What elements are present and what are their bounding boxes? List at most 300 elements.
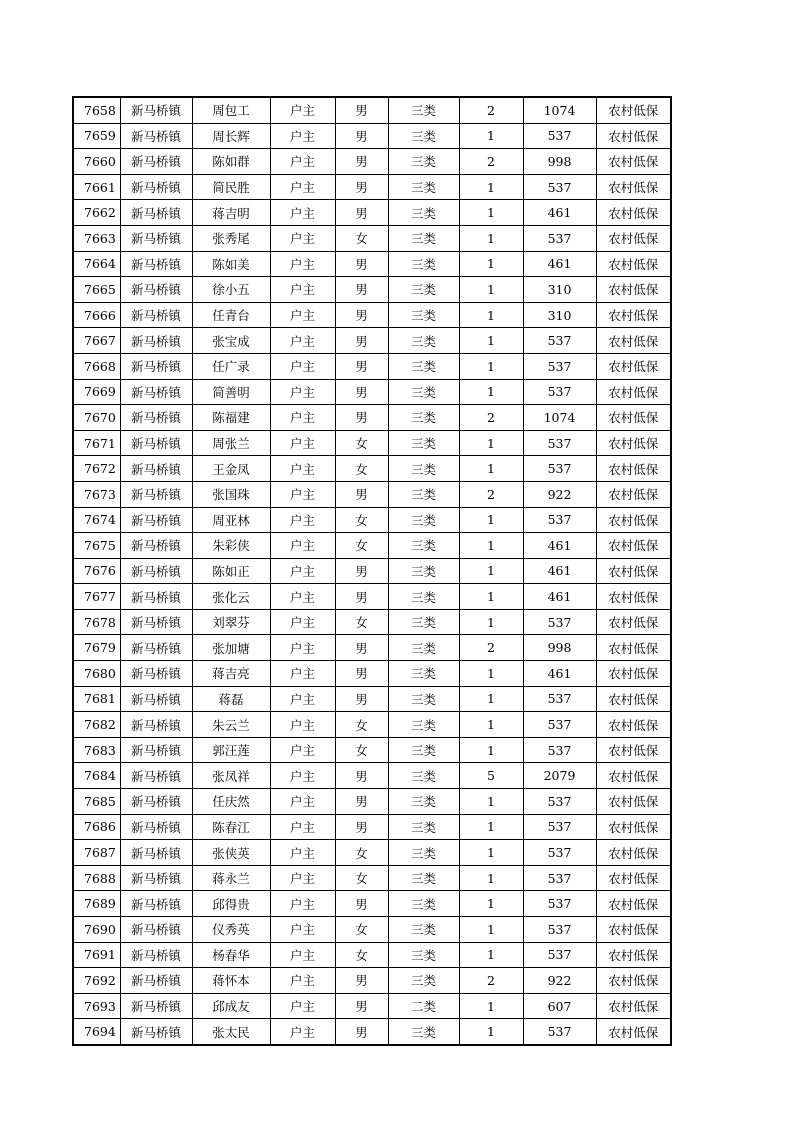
household-size-cell: 1: [459, 225, 523, 251]
table-row: [73, 251, 671, 277]
category-cell: 三类: [388, 481, 459, 507]
gender-cell: 女: [335, 737, 388, 763]
relation-cell: 户主: [270, 200, 335, 226]
aid-type-cell: 农村低保: [596, 763, 671, 789]
amount-cell: 537: [523, 942, 596, 968]
record-id-cell: 7693: [73, 993, 120, 1019]
category-cell: 三类: [388, 430, 459, 456]
household-size-cell: 1: [459, 507, 523, 533]
relation-cell: 户主: [270, 584, 335, 610]
table-row: [73, 328, 671, 354]
category-cell: 三类: [388, 123, 459, 149]
aid-type-cell: 农村低保: [596, 481, 671, 507]
record-id-cell: 7667: [73, 328, 120, 354]
town-cell: 新马桥镇: [120, 840, 192, 866]
aid-type-cell: 农村低保: [596, 277, 671, 303]
category-cell: 三类: [388, 353, 459, 379]
name-cell: 任青台: [192, 302, 270, 328]
relation-cell: 户主: [270, 97, 335, 123]
town-cell: 新马桥镇: [120, 302, 192, 328]
relation-cell: 户主: [270, 277, 335, 303]
amount-cell: 537: [523, 712, 596, 738]
aid-type-cell: 农村低保: [596, 1019, 671, 1045]
name-cell: 张化云: [192, 584, 270, 610]
table-row: [73, 814, 671, 840]
gender-cell: 男: [335, 328, 388, 354]
table-row: [73, 865, 671, 891]
household-size-cell: 5: [459, 763, 523, 789]
aid-type-cell: 农村低保: [596, 686, 671, 712]
relation-cell: 户主: [270, 328, 335, 354]
amount-cell: 537: [523, 174, 596, 200]
aid-type-cell: 农村低保: [596, 968, 671, 994]
record-id-cell: 7688: [73, 865, 120, 891]
category-cell: 三类: [388, 277, 459, 303]
gender-cell: 男: [335, 558, 388, 584]
name-cell: 朱云兰: [192, 712, 270, 738]
gender-cell: 女: [335, 942, 388, 968]
name-cell: 陈春江: [192, 814, 270, 840]
household-size-cell: 1: [459, 584, 523, 610]
amount-cell: 310: [523, 277, 596, 303]
household-size-cell: 1: [459, 277, 523, 303]
gender-cell: 男: [335, 302, 388, 328]
gender-cell: 女: [335, 712, 388, 738]
record-id-cell: 7661: [73, 174, 120, 200]
amount-cell: 537: [523, 430, 596, 456]
record-id-cell: 7660: [73, 149, 120, 175]
household-size-cell: 1: [459, 456, 523, 482]
amount-cell: 537: [523, 225, 596, 251]
table-row: [73, 917, 671, 943]
household-size-cell: 1: [459, 174, 523, 200]
town-cell: 新马桥镇: [120, 277, 192, 303]
household-size-cell: 1: [459, 917, 523, 943]
table-row: [73, 635, 671, 661]
category-cell: 三类: [388, 712, 459, 738]
table-row: [73, 609, 671, 635]
table-row: [73, 789, 671, 815]
amount-cell: 607: [523, 993, 596, 1019]
record-id-cell: 7670: [73, 405, 120, 431]
aid-type-cell: 农村低保: [596, 430, 671, 456]
aid-type-cell: 农村低保: [596, 917, 671, 943]
table-row: [73, 200, 671, 226]
amount-cell: 537: [523, 840, 596, 866]
table-row: [73, 993, 671, 1019]
town-cell: 新马桥镇: [120, 609, 192, 635]
name-cell: 陈如群: [192, 149, 270, 175]
category-cell: 三类: [388, 302, 459, 328]
relation-cell: 户主: [270, 481, 335, 507]
record-id-cell: 7664: [73, 251, 120, 277]
town-cell: 新马桥镇: [120, 1019, 192, 1045]
relation-cell: 户主: [270, 430, 335, 456]
gender-cell: 男: [335, 405, 388, 431]
relation-cell: 户主: [270, 507, 335, 533]
amount-cell: 461: [523, 533, 596, 559]
amount-cell: 922: [523, 481, 596, 507]
record-id-cell: 7679: [73, 635, 120, 661]
aid-type-cell: 农村低保: [596, 379, 671, 405]
town-cell: 新马桥镇: [120, 993, 192, 1019]
amount-cell: 922: [523, 968, 596, 994]
table-row: [73, 661, 671, 687]
table-row: [73, 481, 671, 507]
category-cell: 三类: [388, 737, 459, 763]
category-cell: 三类: [388, 891, 459, 917]
table-row: [73, 840, 671, 866]
household-size-cell: 2: [459, 149, 523, 175]
town-cell: 新马桥镇: [120, 405, 192, 431]
category-cell: 三类: [388, 584, 459, 610]
gender-cell: 男: [335, 661, 388, 687]
gender-cell: 男: [335, 763, 388, 789]
table-row: [73, 686, 671, 712]
table-row: [73, 1019, 671, 1045]
category-cell: 三类: [388, 917, 459, 943]
gender-cell: 男: [335, 251, 388, 277]
town-cell: 新马桥镇: [120, 174, 192, 200]
relation-cell: 户主: [270, 149, 335, 175]
name-cell: 周张兰: [192, 430, 270, 456]
gender-cell: 男: [335, 174, 388, 200]
category-cell: 三类: [388, 533, 459, 559]
relation-cell: 户主: [270, 456, 335, 482]
name-cell: 张国珠: [192, 481, 270, 507]
town-cell: 新马桥镇: [120, 942, 192, 968]
table-row: [73, 149, 671, 175]
table-row: [73, 507, 671, 533]
category-cell: 三类: [388, 558, 459, 584]
aid-type-cell: 农村低保: [596, 225, 671, 251]
household-size-cell: 1: [459, 123, 523, 149]
category-cell: 三类: [388, 942, 459, 968]
amount-cell: 310: [523, 302, 596, 328]
amount-cell: 537: [523, 865, 596, 891]
household-size-cell: 2: [459, 405, 523, 431]
town-cell: 新马桥镇: [120, 891, 192, 917]
amount-cell: 537: [523, 789, 596, 815]
name-cell: 张加塘: [192, 635, 270, 661]
table-row: [73, 353, 671, 379]
name-cell: 张秀尾: [192, 225, 270, 251]
name-cell: 刘翠芬: [192, 609, 270, 635]
table-row: [73, 379, 671, 405]
town-cell: 新马桥镇: [120, 123, 192, 149]
town-cell: 新马桥镇: [120, 149, 192, 175]
gender-cell: 女: [335, 456, 388, 482]
amount-cell: 537: [523, 737, 596, 763]
category-cell: 三类: [388, 225, 459, 251]
aid-type-cell: 农村低保: [596, 97, 671, 123]
relation-cell: 户主: [270, 763, 335, 789]
relation-cell: 户主: [270, 712, 335, 738]
town-cell: 新马桥镇: [120, 481, 192, 507]
amount-cell: 1074: [523, 97, 596, 123]
table-body: [73, 97, 671, 1045]
relation-cell: 户主: [270, 993, 335, 1019]
table-row: [73, 558, 671, 584]
table-row: [73, 737, 671, 763]
household-size-cell: 2: [459, 635, 523, 661]
gender-cell: 男: [335, 814, 388, 840]
relation-cell: 户主: [270, 917, 335, 943]
town-cell: 新马桥镇: [120, 456, 192, 482]
amount-cell: 461: [523, 584, 596, 610]
record-id-cell: 7671: [73, 430, 120, 456]
gender-cell: 女: [335, 533, 388, 559]
amount-cell: 537: [523, 379, 596, 405]
aid-type-cell: 农村低保: [596, 635, 671, 661]
name-cell: 邱得贵: [192, 891, 270, 917]
name-cell: 蒋永兰: [192, 865, 270, 891]
relation-cell: 户主: [270, 609, 335, 635]
gender-cell: 男: [335, 1019, 388, 1045]
gender-cell: 男: [335, 993, 388, 1019]
category-cell: 三类: [388, 1019, 459, 1045]
record-id-cell: 7687: [73, 840, 120, 866]
aid-type-cell: 农村低保: [596, 123, 671, 149]
gender-cell: 男: [335, 200, 388, 226]
household-size-cell: 1: [459, 737, 523, 763]
aid-type-cell: 农村低保: [596, 558, 671, 584]
aid-type-cell: 农村低保: [596, 302, 671, 328]
town-cell: 新马桥镇: [120, 763, 192, 789]
record-id-cell: 7662: [73, 200, 120, 226]
town-cell: 新马桥镇: [120, 661, 192, 687]
record-id-cell: 7683: [73, 737, 120, 763]
town-cell: 新马桥镇: [120, 712, 192, 738]
aid-type-cell: 农村低保: [596, 174, 671, 200]
town-cell: 新马桥镇: [120, 865, 192, 891]
relation-cell: 户主: [270, 174, 335, 200]
category-cell: 三类: [388, 405, 459, 431]
amount-cell: 537: [523, 891, 596, 917]
record-id-cell: 7681: [73, 686, 120, 712]
town-cell: 新马桥镇: [120, 737, 192, 763]
relation-cell: 户主: [270, 661, 335, 687]
household-size-cell: 1: [459, 942, 523, 968]
amount-cell: 537: [523, 686, 596, 712]
record-id-cell: 7668: [73, 353, 120, 379]
household-size-cell: 1: [459, 814, 523, 840]
amount-cell: 537: [523, 917, 596, 943]
household-size-cell: 1: [459, 200, 523, 226]
gender-cell: 男: [335, 891, 388, 917]
name-cell: 郭汪莲: [192, 737, 270, 763]
gender-cell: 女: [335, 507, 388, 533]
household-size-cell: 2: [459, 968, 523, 994]
town-cell: 新马桥镇: [120, 533, 192, 559]
gender-cell: 男: [335, 97, 388, 123]
gender-cell: 女: [335, 225, 388, 251]
name-cell: 张宝成: [192, 328, 270, 354]
gender-cell: 女: [335, 840, 388, 866]
table-row: [73, 174, 671, 200]
aid-type-cell: 农村低保: [596, 533, 671, 559]
table-row: [73, 968, 671, 994]
household-size-cell: 1: [459, 993, 523, 1019]
relation-cell: 户主: [270, 814, 335, 840]
name-cell: 陈福建: [192, 405, 270, 431]
table-row: [73, 123, 671, 149]
category-cell: 三类: [388, 251, 459, 277]
gender-cell: 男: [335, 277, 388, 303]
gender-cell: 女: [335, 430, 388, 456]
relation-cell: 户主: [270, 865, 335, 891]
town-cell: 新马桥镇: [120, 353, 192, 379]
name-cell: 蒋吉亮: [192, 661, 270, 687]
record-id-cell: 7669: [73, 379, 120, 405]
category-cell: 三类: [388, 456, 459, 482]
table-row: [73, 942, 671, 968]
aid-type-cell: 农村低保: [596, 865, 671, 891]
household-size-cell: 1: [459, 686, 523, 712]
aid-type-cell: 农村低保: [596, 993, 671, 1019]
aid-type-cell: 农村低保: [596, 200, 671, 226]
category-cell: 三类: [388, 200, 459, 226]
town-cell: 新马桥镇: [120, 968, 192, 994]
relation-cell: 户主: [270, 379, 335, 405]
name-cell: 徐小五: [192, 277, 270, 303]
name-cell: 任广录: [192, 353, 270, 379]
household-size-cell: 1: [459, 328, 523, 354]
household-size-cell: 1: [459, 533, 523, 559]
name-cell: 周亚林: [192, 507, 270, 533]
category-cell: 二类: [388, 993, 459, 1019]
category-cell: 三类: [388, 507, 459, 533]
amount-cell: 998: [523, 635, 596, 661]
aid-type-cell: 农村低保: [596, 789, 671, 815]
household-size-cell: 1: [459, 251, 523, 277]
category-cell: 三类: [388, 174, 459, 200]
town-cell: 新马桥镇: [120, 558, 192, 584]
relation-cell: 户主: [270, 1019, 335, 1045]
record-id-cell: 7658: [73, 97, 120, 123]
category-cell: 三类: [388, 379, 459, 405]
household-size-cell: 1: [459, 609, 523, 635]
record-id-cell: 7673: [73, 481, 120, 507]
amount-cell: 537: [523, 123, 596, 149]
table-row: [73, 456, 671, 482]
household-size-cell: 1: [459, 712, 523, 738]
name-cell: 周长辉: [192, 123, 270, 149]
name-cell: 简善明: [192, 379, 270, 405]
town-cell: 新马桥镇: [120, 430, 192, 456]
beneficiary-table: [72, 96, 672, 1046]
name-cell: 朱彩侠: [192, 533, 270, 559]
category-cell: 三类: [388, 686, 459, 712]
aid-type-cell: 农村低保: [596, 507, 671, 533]
town-cell: 新马桥镇: [120, 507, 192, 533]
category-cell: 三类: [388, 865, 459, 891]
town-cell: 新马桥镇: [120, 814, 192, 840]
relation-cell: 户主: [270, 251, 335, 277]
name-cell: 杨春华: [192, 942, 270, 968]
name-cell: 蒋磊: [192, 686, 270, 712]
aid-type-cell: 农村低保: [596, 456, 671, 482]
aid-type-cell: 农村低保: [596, 609, 671, 635]
amount-cell: 537: [523, 609, 596, 635]
record-id-cell: 7692: [73, 968, 120, 994]
relation-cell: 户主: [270, 789, 335, 815]
record-id-cell: 7694: [73, 1019, 120, 1045]
amount-cell: 537: [523, 353, 596, 379]
town-cell: 新马桥镇: [120, 789, 192, 815]
table-row: [73, 277, 671, 303]
relation-cell: 户主: [270, 302, 335, 328]
household-size-cell: 2: [459, 97, 523, 123]
household-size-cell: 1: [459, 1019, 523, 1045]
aid-type-cell: 农村低保: [596, 661, 671, 687]
aid-type-cell: 农村低保: [596, 353, 671, 379]
amount-cell: 1074: [523, 405, 596, 431]
name-cell: 任庆然: [192, 789, 270, 815]
household-size-cell: 1: [459, 353, 523, 379]
table-row: [73, 891, 671, 917]
table-row: [73, 405, 671, 431]
table-row: [73, 225, 671, 251]
town-cell: 新马桥镇: [120, 328, 192, 354]
amount-cell: 537: [523, 456, 596, 482]
relation-cell: 户主: [270, 558, 335, 584]
name-cell: 王金凤: [192, 456, 270, 482]
amount-cell: 537: [523, 814, 596, 840]
household-size-cell: 1: [459, 865, 523, 891]
amount-cell: 2079: [523, 763, 596, 789]
table-row: [73, 302, 671, 328]
name-cell: 张凤祥: [192, 763, 270, 789]
category-cell: 三类: [388, 814, 459, 840]
amount-cell: 461: [523, 200, 596, 226]
town-cell: 新马桥镇: [120, 686, 192, 712]
record-id-cell: 7678: [73, 609, 120, 635]
relation-cell: 户主: [270, 353, 335, 379]
record-id-cell: 7674: [73, 507, 120, 533]
category-cell: 三类: [388, 763, 459, 789]
category-cell: 三类: [388, 968, 459, 994]
town-cell: 新马桥镇: [120, 917, 192, 943]
aid-type-cell: 农村低保: [596, 814, 671, 840]
table-row: [73, 533, 671, 559]
record-id-cell: 7666: [73, 302, 120, 328]
gender-cell: 男: [335, 635, 388, 661]
relation-cell: 户主: [270, 968, 335, 994]
gender-cell: 男: [335, 789, 388, 815]
name-cell: 陈如正: [192, 558, 270, 584]
household-size-cell: 1: [459, 558, 523, 584]
record-id-cell: 7690: [73, 917, 120, 943]
household-size-cell: 1: [459, 789, 523, 815]
record-id-cell: 7676: [73, 558, 120, 584]
household-size-cell: 2: [459, 481, 523, 507]
relation-cell: 户主: [270, 737, 335, 763]
name-cell: 陈如美: [192, 251, 270, 277]
aid-type-cell: 农村低保: [596, 251, 671, 277]
table-row: [73, 430, 671, 456]
record-id-cell: 7689: [73, 891, 120, 917]
town-cell: 新马桥镇: [120, 251, 192, 277]
name-cell: 张太民: [192, 1019, 270, 1045]
relation-cell: 户主: [270, 225, 335, 251]
name-cell: 张侠英: [192, 840, 270, 866]
table-row: [73, 712, 671, 738]
amount-cell: 537: [523, 1019, 596, 1045]
aid-type-cell: 农村低保: [596, 840, 671, 866]
name-cell: 蒋怀本: [192, 968, 270, 994]
category-cell: 三类: [388, 840, 459, 866]
